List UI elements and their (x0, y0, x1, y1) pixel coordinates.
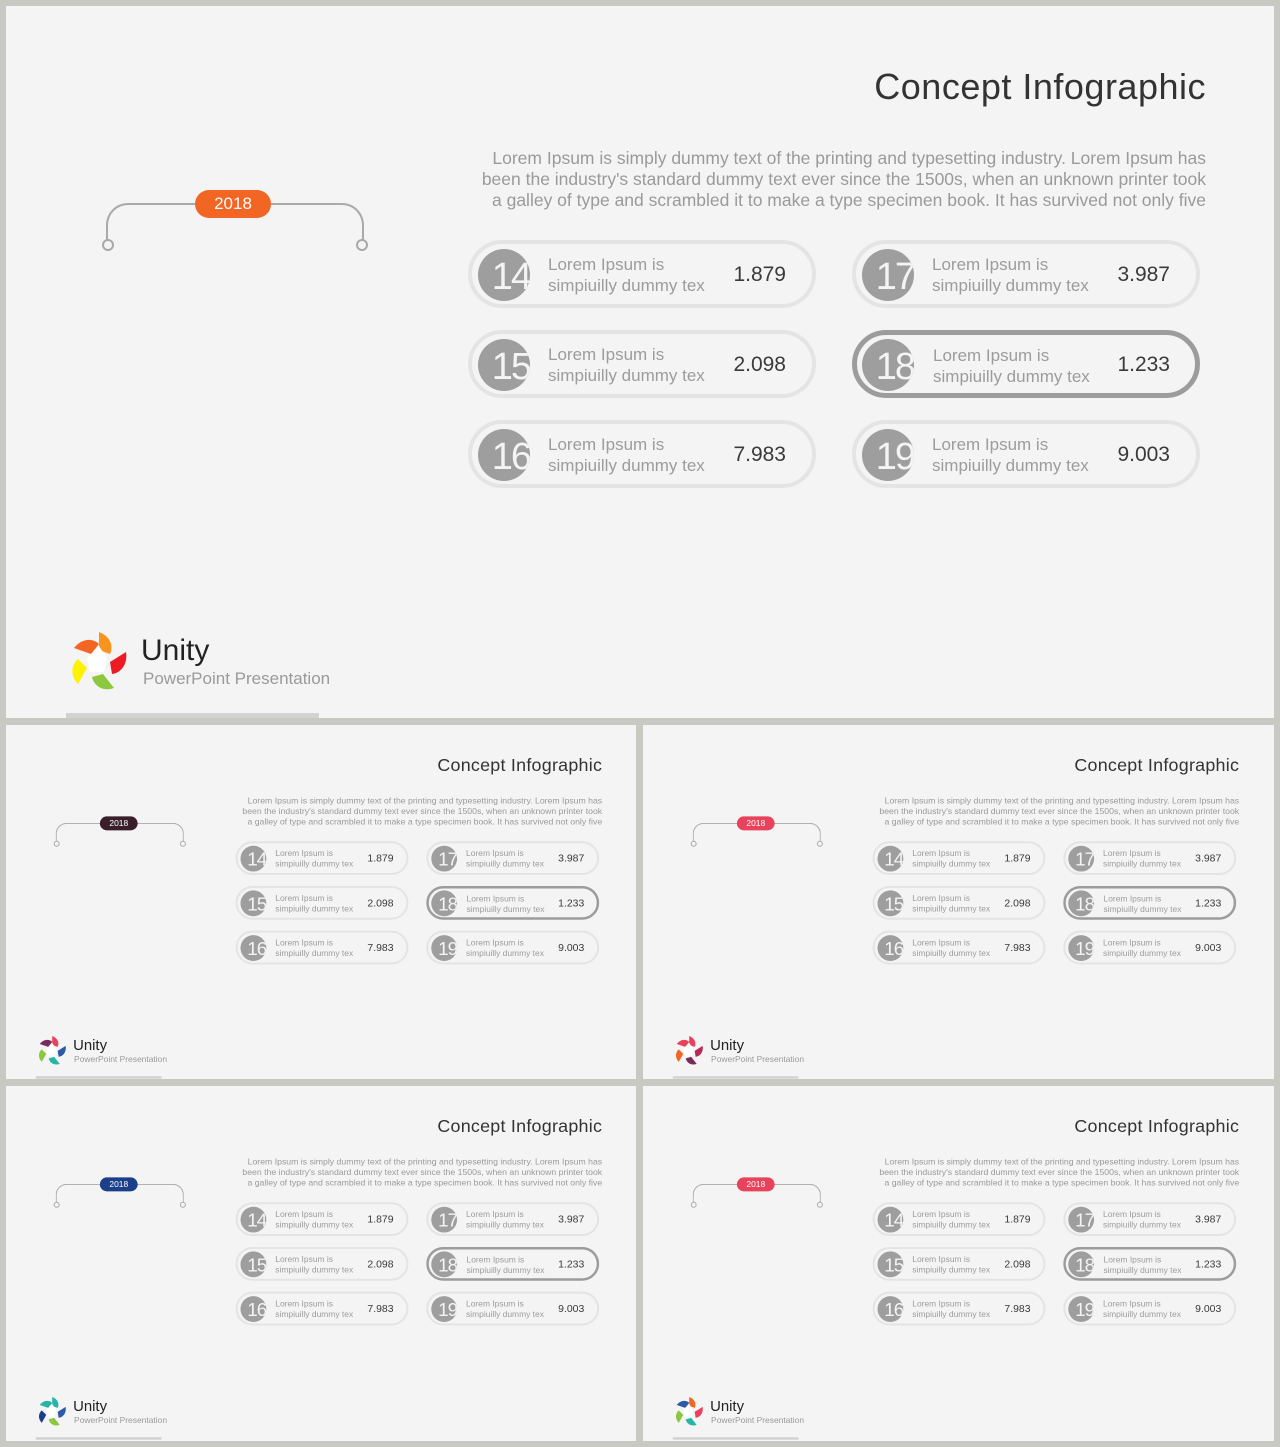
bracket-dot-left (102, 239, 114, 251)
info-pill (1063, 1292, 1236, 1326)
pill-value: 9.003 (558, 1303, 585, 1315)
pill-number: 15 (240, 890, 266, 916)
info-pill (426, 1292, 599, 1326)
pill-value: 2.098 (733, 353, 786, 376)
footer-bar (66, 713, 319, 718)
info-pill-highlighted (1063, 886, 1236, 920)
brand-tagline: PowerPoint Presentation (711, 1054, 805, 1064)
pill-number: 19 (1068, 935, 1094, 961)
pill-number: 16 (478, 429, 530, 481)
pill-value: 7.983 (367, 1303, 394, 1315)
pill-number: 18 (1068, 890, 1094, 916)
brand-name: Unity (141, 634, 210, 667)
info-pill (1063, 1202, 1236, 1236)
info-pill (852, 240, 1200, 308)
slide-description: Lorem Ipsum is simply dummy text of the printing and typesetting industry. Lorem Ipsum has been the industry's standard dummy text ever since the 1500s, when an unknown printer took a galley of type and scrambled it to make a type specimen book. It has survived not only five (242, 795, 603, 827)
pill-text: Lorem Ipsum is simpiuilly dummy tex (912, 1299, 991, 1319)
unity-logo-icon (66, 628, 132, 694)
slide-description: Lorem Ipsum is simply dummy text of the printing and typesetting industry. Lorem Ipsum has been the industry's standard dummy text ever since the 1500s, when an unknown printer took a galley of type and scrambled it to make a type specimen book. It has survived not only five (242, 1156, 603, 1188)
bracket-dot-left (691, 1202, 697, 1208)
slide-content (643, 1086, 1273, 1440)
pill-text: Lorem Ipsum is simpiuilly dummy tex (466, 848, 544, 869)
pill-number: 14 (240, 1207, 266, 1233)
info-pill (873, 1292, 1046, 1326)
year-badge: 2018 (737, 1177, 775, 1191)
pill-text: Lorem Ipsum is simpiuilly dummy tex (1103, 848, 1181, 869)
slide-title: Concept Infographic (1074, 754, 1240, 776)
pill-number: 17 (862, 249, 914, 301)
slide-content (6, 725, 636, 1079)
pill-value: 1.233 (1195, 897, 1222, 909)
year-badge: 2018 (195, 190, 271, 218)
year-badge: 2018 (737, 816, 775, 830)
info-pill (236, 1202, 409, 1236)
pill-number: 16 (240, 935, 266, 961)
info-pill (468, 420, 816, 488)
footer-bar (36, 1076, 162, 1078)
pill-number: 16 (240, 1296, 266, 1322)
pill-value: 7.983 (1004, 942, 1031, 954)
pill-text: Lorem Ipsum is simpiuilly dummy tex (548, 345, 705, 385)
footer-bar (36, 1437, 162, 1439)
pill-text: Lorem Ipsum is simpiuilly dummy tex (466, 1254, 545, 1275)
pill-value: 2.098 (367, 1258, 394, 1270)
info-pill (873, 886, 1046, 920)
brand-name: Unity (710, 1036, 745, 1054)
pill-number: 15 (478, 339, 530, 391)
bracket-dot-right (817, 841, 823, 847)
pill-number: 19 (862, 429, 914, 481)
pill-value: 1.233 (558, 1258, 585, 1270)
pill-number: 19 (431, 935, 457, 961)
pill-text: Lorem Ipsum is simpiuilly dummy tex (1103, 893, 1182, 914)
pill-number: 18 (431, 1251, 457, 1277)
pill-text: Lorem Ipsum is simpiuilly dummy tex (1103, 1299, 1181, 1319)
unity-logo-icon (36, 1034, 69, 1067)
pill-text: Lorem Ipsum is simpiuilly dummy tex (548, 255, 705, 295)
pill-text: Lorem Ipsum is simpiuilly dummy tex (912, 938, 991, 958)
pill-number: 18 (862, 339, 914, 391)
slide-description: Lorem Ipsum is simply dummy text of the printing and typesetting industry. Lorem Ipsum has been the industry's standard dummy text ever since the 1500s, when an unknown printer took a galley of type and scrambled it to make a type specimen book. It has survived not only five (879, 795, 1240, 827)
pill-value: 7.983 (733, 443, 786, 466)
slide-thumbnail-2[interactable] (643, 725, 1274, 1079)
slide-title: Concept Infographic (1074, 1115, 1240, 1137)
pill-number: 14 (877, 846, 903, 872)
pill-text: Lorem Ipsum is simpiuilly dummy tex (912, 1209, 991, 1230)
pill-value: 1.879 (1004, 1213, 1031, 1226)
pill-value: 3.987 (1195, 1213, 1222, 1226)
info-pill (468, 240, 816, 308)
pill-value: 9.003 (1117, 443, 1170, 466)
info-pill (873, 1247, 1046, 1281)
slide-title: Concept Infographic (437, 1115, 603, 1137)
pill-text: Lorem Ipsum is simpiuilly dummy tex (275, 848, 354, 869)
info-pill (1063, 841, 1236, 875)
pill-value: 1.879 (733, 263, 786, 286)
info-pill (468, 330, 816, 398)
slide-description: Lorem Ipsum is simply dummy text of the printing and typesetting industry. Lorem Ipsum has been the industry's standard dummy text ever since the 1500s, when an unknown printer took a galley of type and scrambled it to make a type specimen book. It has survived not only five (481, 148, 1206, 210)
brand-tagline: PowerPoint Presentation (74, 1415, 168, 1425)
footer-bar (673, 1076, 799, 1078)
bracket-dot-right (817, 1202, 823, 1208)
pill-number: 19 (431, 1296, 457, 1322)
pill-value: 9.003 (1195, 942, 1222, 954)
pill-number: 14 (478, 249, 530, 301)
bracket-dot-left (54, 841, 60, 847)
pill-text: Lorem Ipsum is simpiuilly dummy tex (466, 1299, 544, 1319)
pill-number: 14 (240, 846, 266, 872)
pill-value: 9.003 (1195, 1303, 1222, 1315)
pill-value: 3.987 (558, 852, 585, 865)
pill-value: 3.987 (1117, 263, 1170, 286)
pill-number: 17 (431, 846, 457, 872)
pill-value: 7.983 (367, 942, 394, 954)
pill-value: 1.233 (1195, 1258, 1222, 1270)
brand-name: Unity (710, 1397, 745, 1415)
info-pill (852, 420, 1200, 488)
pill-text: Lorem Ipsum is simpiuilly dummy tex (1103, 1254, 1182, 1275)
slide-thumbnail-3[interactable] (6, 1086, 636, 1441)
pill-text: Lorem Ipsum is simpiuilly dummy tex (932, 435, 1089, 475)
info-pill (873, 1202, 1046, 1236)
pill-text: Lorem Ipsum is simpiuilly dummy tex (275, 1209, 354, 1230)
pill-value: 2.098 (367, 897, 394, 909)
info-pill (873, 931, 1046, 965)
pill-text: Lorem Ipsum is simpiuilly dummy tex (912, 848, 991, 869)
pill-text: Lorem Ipsum is simpiuilly dummy tex (1103, 1209, 1181, 1230)
info-pill (236, 1247, 409, 1281)
pill-text: Lorem Ipsum is simpiuilly dummy tex (548, 435, 705, 475)
pill-text: Lorem Ipsum is simpiuilly dummy tex (275, 893, 354, 914)
pill-number: 19 (1068, 1296, 1094, 1322)
info-pill-highlighted (426, 1247, 599, 1281)
info-pill (236, 886, 409, 920)
brand-tagline: PowerPoint Presentation (143, 669, 331, 688)
brand-tagline: PowerPoint Presentation (711, 1415, 805, 1425)
pill-number: 18 (1068, 1251, 1094, 1277)
year-badge: 2018 (100, 1177, 138, 1191)
info-pill (873, 841, 1046, 875)
slide-thumbnail-1[interactable] (6, 725, 636, 1079)
brand-name: Unity (73, 1397, 108, 1415)
slide-thumbnail-4[interactable] (643, 1086, 1274, 1441)
pill-value: 1.233 (1117, 353, 1170, 376)
info-pill-highlighted (426, 886, 599, 920)
brand-name: Unity (73, 1036, 108, 1054)
bracket-dot-right (356, 239, 368, 251)
info-pill (236, 841, 409, 875)
info-pill (426, 931, 599, 965)
bracket-dot-left (691, 841, 697, 847)
brand-tagline: PowerPoint Presentation (74, 1054, 168, 1064)
pill-number: 16 (877, 1296, 903, 1322)
slide-content (643, 725, 1273, 1079)
info-pill (236, 931, 409, 965)
pill-number: 15 (877, 890, 903, 916)
info-pill (426, 1202, 599, 1236)
pill-text: Lorem Ipsum is simpiuilly dummy tex (912, 893, 991, 914)
pill-text: Lorem Ipsum is simpiuilly dummy tex (275, 1299, 354, 1319)
pill-value: 3.987 (558, 1213, 585, 1226)
pill-text: Lorem Ipsum is simpiuilly dummy tex (466, 938, 544, 958)
bracket-dot-right (180, 1202, 186, 1208)
pill-text: Lorem Ipsum is simpiuilly dummy tex (932, 255, 1089, 295)
pill-text: Lorem Ipsum is simpiuilly dummy tex (912, 1254, 991, 1275)
footer-bar (673, 1437, 799, 1439)
pill-value: 3.987 (1195, 852, 1222, 865)
slide-title: Concept Infographic (437, 754, 603, 776)
bracket-dot-right (180, 841, 186, 847)
pill-value: 1.879 (367, 852, 394, 865)
pill-value: 1.233 (558, 897, 585, 909)
unity-logo-icon (36, 1395, 69, 1428)
year-badge: 2018 (100, 816, 138, 830)
bracket-dot-left (54, 1202, 60, 1208)
pill-text: Lorem Ipsum is simpiuilly dummy tex (1103, 938, 1181, 958)
info-pill-highlighted (1063, 1247, 1236, 1281)
pill-number: 15 (240, 1251, 266, 1277)
pill-number: 17 (431, 1207, 457, 1233)
unity-logo-icon (673, 1034, 706, 1067)
pill-text: Lorem Ipsum is simpiuilly dummy tex (466, 893, 545, 914)
info-pill-highlighted (852, 330, 1200, 398)
info-pill (236, 1292, 409, 1326)
pill-text: Lorem Ipsum is simpiuilly dummy tex (275, 1254, 354, 1275)
slide-title: Concept Infographic (874, 66, 1206, 107)
pill-number: 16 (877, 935, 903, 961)
slide-content (6, 1086, 636, 1440)
pill-text: Lorem Ipsum is simpiuilly dummy tex (275, 938, 354, 958)
pill-number: 17 (1068, 1207, 1094, 1233)
unity-logo-icon (673, 1395, 706, 1428)
pill-number: 15 (877, 1251, 903, 1277)
pill-number: 18 (431, 890, 457, 916)
pill-value: 1.879 (367, 1213, 394, 1226)
pill-value: 1.879 (1004, 852, 1031, 865)
pill-value: 2.098 (1004, 1258, 1031, 1270)
pill-number: 17 (1068, 846, 1094, 872)
pill-text: Lorem Ipsum is simpiuilly dummy tex (933, 346, 1090, 386)
pill-value: 7.983 (1004, 1303, 1031, 1315)
slide-content (6, 6, 1274, 718)
pill-value: 9.003 (558, 942, 585, 954)
info-pill (1063, 931, 1236, 965)
info-pill (426, 841, 599, 875)
slide-main[interactable] (6, 6, 1274, 718)
pill-number: 14 (877, 1207, 903, 1233)
pill-text: Lorem Ipsum is simpiuilly dummy tex (466, 1209, 544, 1230)
slide-description: Lorem Ipsum is simply dummy text of the printing and typesetting industry. Lorem Ipsum has been the industry's standard dummy text ever since the 1500s, when an unknown printer took a galley of type and scrambled it to make a type specimen book. It has survived not only five (879, 1156, 1240, 1188)
pill-value: 2.098 (1004, 897, 1031, 909)
